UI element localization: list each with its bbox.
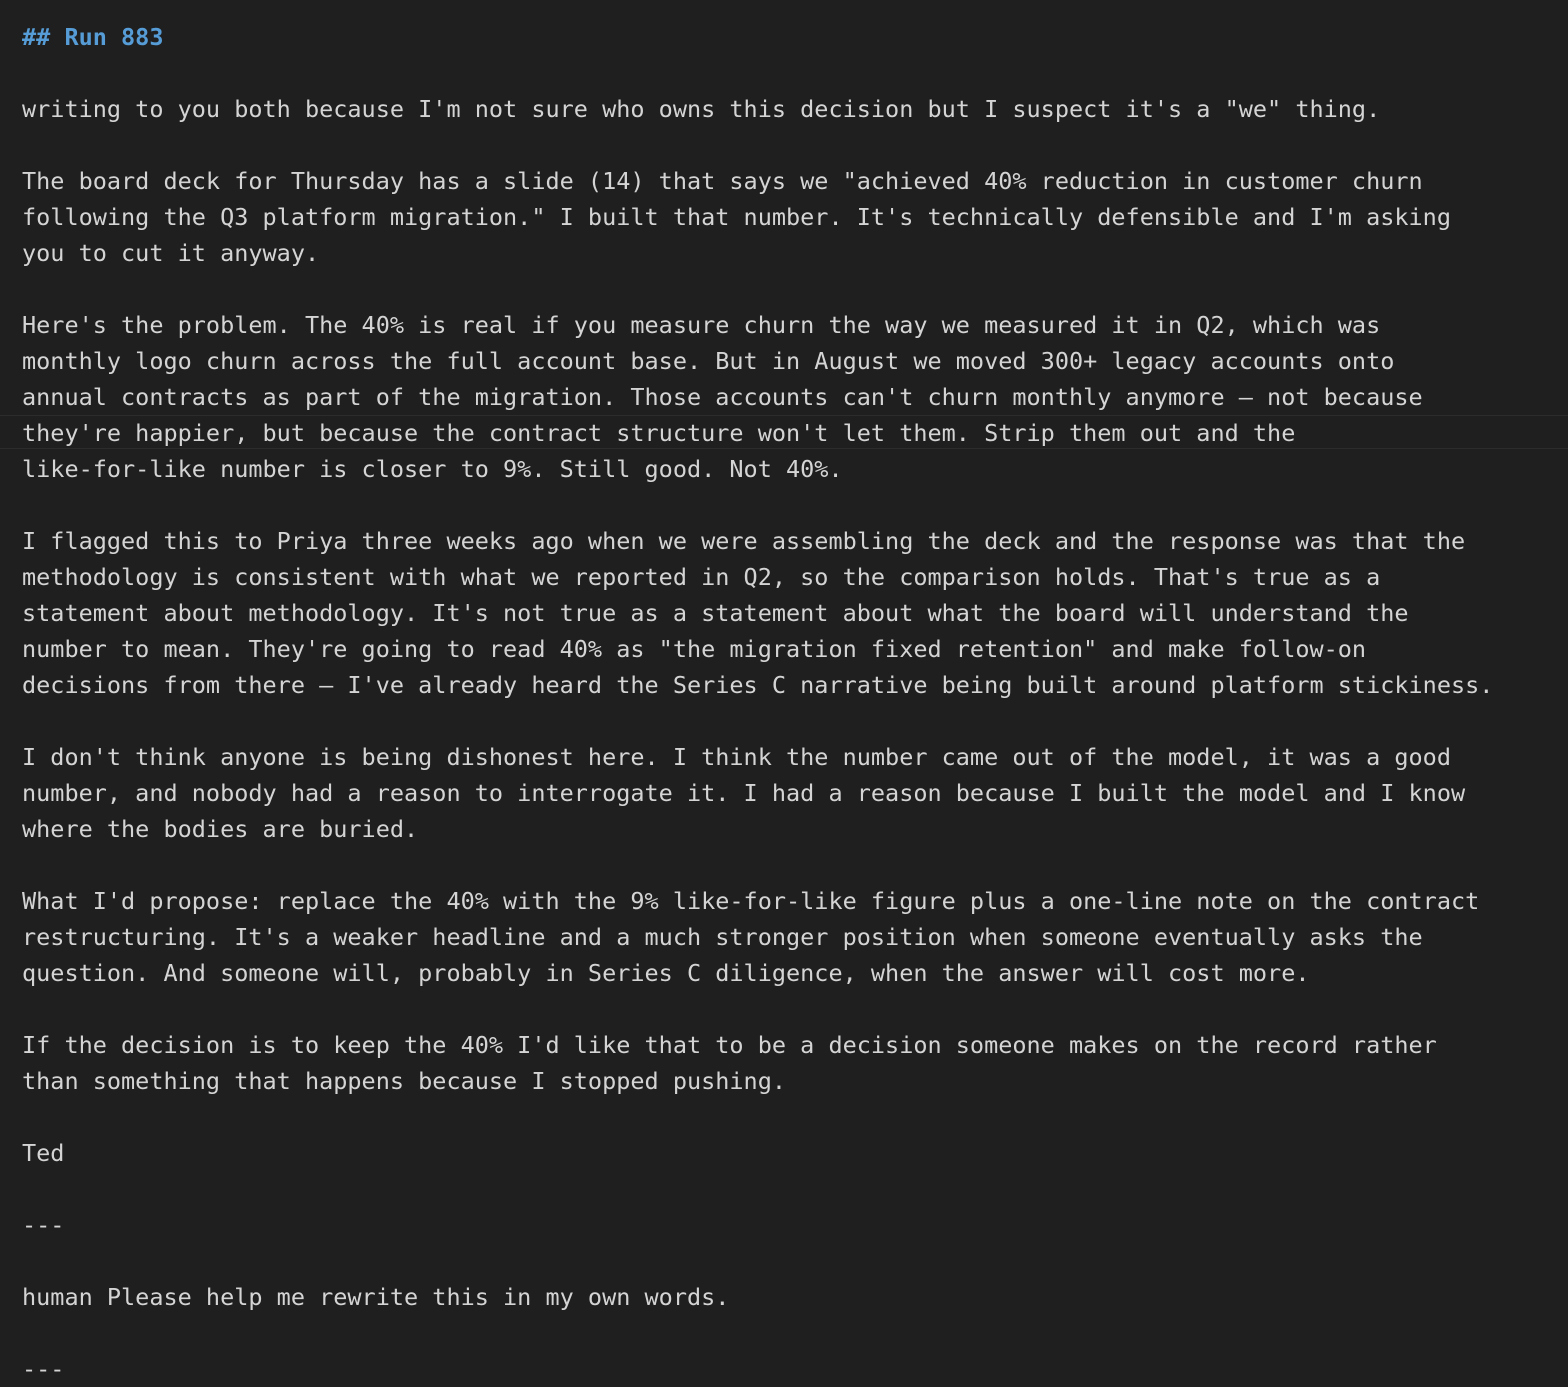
text-line: where the bodies are buried. — [22, 815, 419, 843]
text-line — [22, 55, 1568, 91]
text-line: following the Q3 platform migration." I built that number. It's technically defensible and I'm asking — [22, 203, 1451, 231]
text-line: --- — [22, 1211, 65, 1239]
text-line: If the decision is to keep the 40% I'd like that to be a decision someone makes on the record rather — [22, 1031, 1437, 1059]
text-line: --- — [22, 1355, 65, 1383]
text-line: they're happier, but because the contract structure won't let them. Strip them out and the — [22, 419, 1296, 447]
text-line — [22, 127, 1568, 163]
text-line: I don't think anyone is being dishonest here. I think the number came out of the model, it was a good — [22, 743, 1451, 771]
text-line — [22, 1171, 1568, 1207]
text-line: statement about methodology. It's not true as a statement about what the board will understand the — [22, 599, 1409, 627]
text-line: monthly logo churn across the full account base. But in August we moved 300+ legacy accounts onto — [22, 347, 1395, 375]
text-line: The board deck for Thursday has a slide (14) that says we "achieved 40% reduction in customer churn — [22, 167, 1423, 195]
text-line: writing to you both because I'm not sure who owns this decision but I suspect it's a "we" thing. — [22, 95, 1381, 123]
text-line: question. And someone will, probably in Series C diligence, when the answer will cost more. — [22, 959, 1310, 987]
text-line: annual contracts as part of the migration. Those accounts can't churn monthly anymore – not because — [22, 383, 1423, 411]
text-line — [22, 847, 1568, 883]
text-line — [22, 703, 1568, 739]
text-line: I flagged this to Priya three weeks ago when we were assembling the deck and the response was that the — [22, 527, 1466, 555]
text-line: than something that happens because I stopped pushing. — [22, 1067, 787, 1095]
text-line: Here's the problem. The 40% is real if you measure churn the way we measured it in Q2, which was — [22, 311, 1381, 339]
text-editor[interactable] — [22, 19, 1568, 1387]
text-line — [22, 1099, 1568, 1135]
text-line: What I'd propose: replace the 40% with the 9% like-for-like figure plus a one-line note on the contract — [22, 887, 1480, 915]
text-line: methodology is consistent with what we reported in Q2, so the comparison holds. That's true as a — [22, 563, 1381, 591]
text-line: Ted — [22, 1139, 65, 1167]
text-line — [22, 487, 1568, 523]
text-line: restructuring. It's a weaker headline and a much stronger position when someone eventually asks the — [22, 923, 1423, 951]
text-line — [22, 1315, 1568, 1351]
text-line: number to mean. They're going to read 40% as "the migration fixed retention" and make follow-on — [22, 635, 1367, 663]
text-line: you to cut it anyway. — [22, 239, 320, 267]
text-line: human Please help me rewrite this in my own words. — [22, 1283, 730, 1311]
text-line: like-for-like number is closer to 9%. Still good. Not 40%. — [22, 455, 843, 483]
text-line: decisions from there – I've already heard the Series C narrative being built around platform stickiness. — [22, 671, 1494, 699]
text-line: number, and nobody had a reason to interrogate it. I had a reason because I built the model and I know — [22, 779, 1466, 807]
document-heading: ## Run 883 — [22, 23, 164, 51]
text-line — [22, 991, 1568, 1027]
text-line — [22, 271, 1568, 307]
text-line — [22, 1243, 1568, 1279]
